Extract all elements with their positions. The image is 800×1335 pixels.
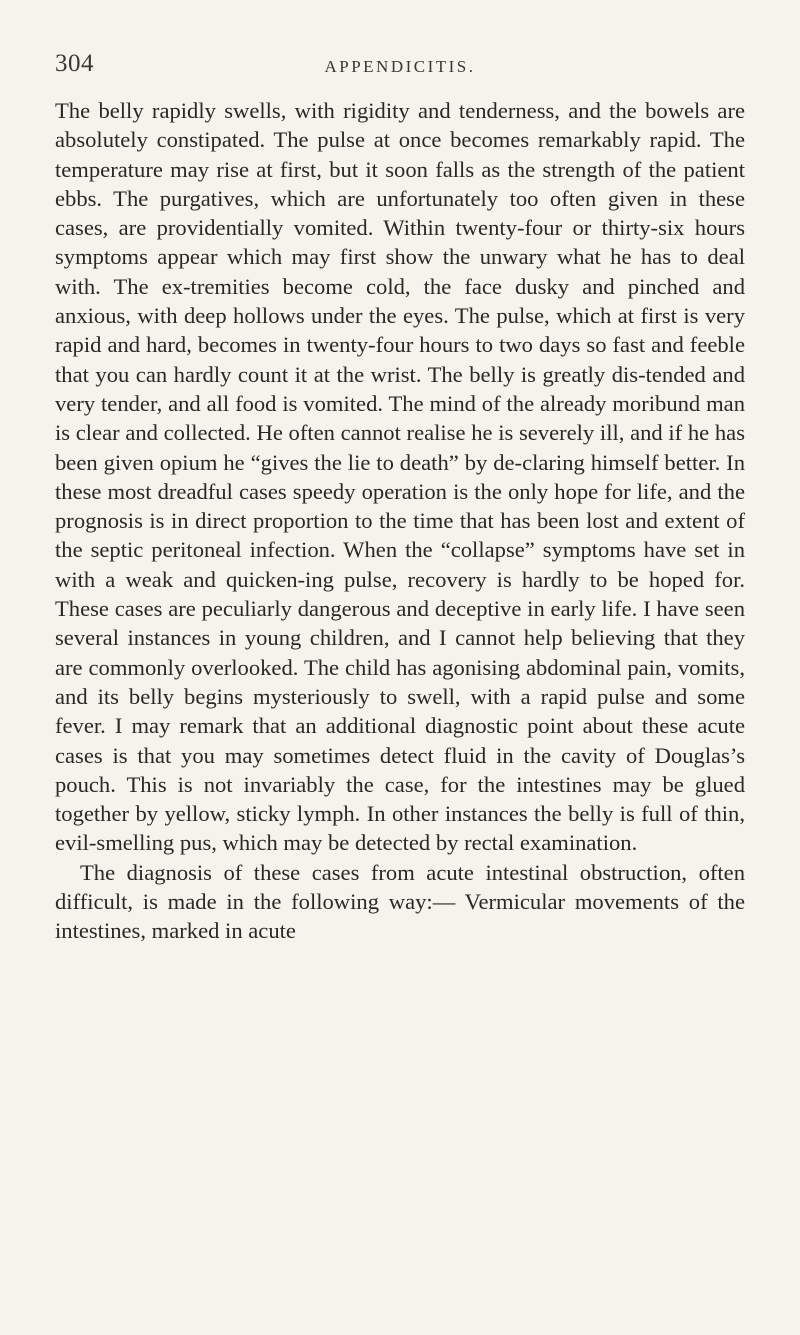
- paragraph: The diagnosis of these cases from acute intestinal obstruction, often difficult, is made in the following way:— Vermicular movements of the intestines, marked in acute: [55, 859, 745, 944]
- page-header: [55, 50, 745, 86]
- body-text: [55, 96, 745, 946]
- page-number: 304: [55, 50, 94, 77]
- paragraph: The belly rapidly swells, with rigidity and tenderness, and the bowels are absolutely constipated. The pulse at once becomes remarkably rapid. The temperature may rise at first, but it soon falls as the strength of the patient ebbs. The purgatives, which are unfortunately too often given in these cases, are providentially vomited. Within twenty-four or thirty-six hours symptoms appear which may first show the unwary what he has to deal with. The ex-tremities become cold, the face dusky and pinched and anxious, with deep hollows under the eyes. The pulse, which at first is very rapid and hard, becomes in twenty-four hours to two days so fast and feeble that you can hardly count it at the wrist. The belly is greatly dis-tended and very tender, and all food is vomited. The mind of the already moribund man is clear and collected. He often cannot realise he is severely ill, and if he has been given opium he “gives the lie to death” by de-claring himself better. In these most dreadful cases speedy operation is the only hope for life, and the prognosis is in direct proportion to the time that has been lost and extent of the septic peritoneal infection. When the “collapse” symptoms have set in with a weak and quicken-ing pulse, recovery is hardly to be hoped for. These cases are peculiarly dangerous and deceptive in early life. I have seen several instances in young children, and I cannot help believing that they are commonly overlooked. The child has agonising abdominal pain, vomits, and its belly begins mysteriously to swell, with a rapid pulse and some fever. I may remark that an additional diagnostic point about these acute cases is that you may sometimes detect fluid in the cavity of Douglas’s pouch. This is not invariably the case, for the intestines may be glued together by yellow, sticky lymph. In other instances the belly is full of thin, evil-smelling pus, which may be detected by rectal examination.: [55, 98, 745, 856]
- running-head: APPENDICITIS.: [324, 57, 476, 76]
